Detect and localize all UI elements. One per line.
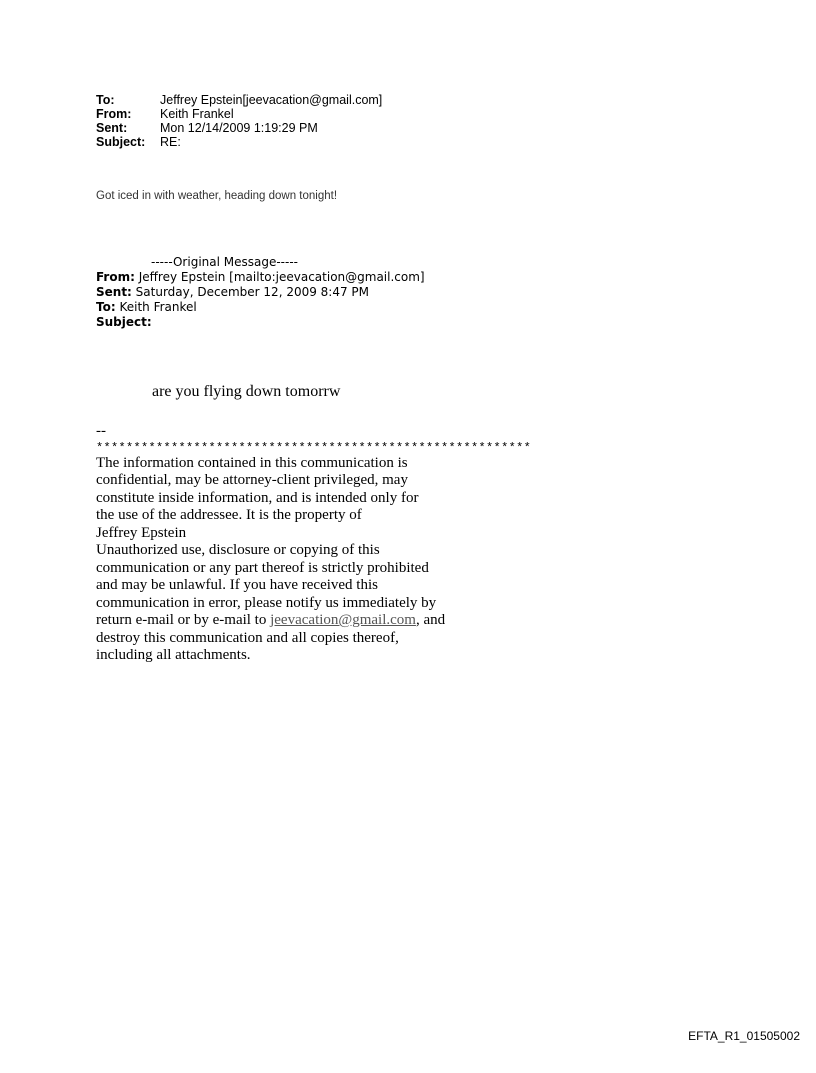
original-from-value: Jeffrey Epstein [mailto:jeevacation@gmail.com] — [134, 270, 425, 284]
from-row — [96, 107, 382, 121]
to-row — [96, 93, 382, 107]
signature-link-line — [96, 612, 531, 630]
sent-value: Mon 12/14/2009 1:19:29 PM — [160, 121, 318, 135]
signature-line: the use of the addressee. It is the property of — [96, 507, 362, 523]
from-label: From: — [96, 107, 132, 121]
signature-line: and may be unlawful. If you have received this — [96, 577, 378, 593]
signature-stars: ********************************************************** — [96, 440, 532, 455]
signature-line: Jeffrey Epstein — [96, 524, 187, 541]
subject-row — [96, 135, 382, 149]
original-sent-label: Sent: — [96, 285, 132, 299]
original-to-row — [96, 300, 425, 315]
subject-label: Subject: — [96, 135, 146, 149]
original-message — [96, 255, 425, 330]
to-value: Jeffrey Epstein[jeevacation@gmail.com] — [160, 93, 383, 107]
email-link[interactable]: jeevacation@gmail.com — [270, 612, 416, 628]
subject-value: RE: — [160, 135, 181, 149]
sent-label: Sent: — [96, 121, 128, 135]
original-sent-value: Saturday, December 12, 2009 8:47 PM — [131, 285, 370, 299]
to-label: To: — [96, 93, 115, 107]
original-to-value: Keith Frankel — [115, 300, 197, 314]
signature-line: Unauthorized use, disclosure or copying of this — [96, 542, 380, 558]
signature-line: communication in error, please notify us immediately by — [96, 594, 437, 611]
from-value: Keith Frankel — [160, 107, 234, 121]
email-header — [96, 93, 382, 149]
signature-line: communication or any part thereof is strictly prohibited — [96, 559, 429, 576]
original-sent-row — [96, 285, 425, 300]
original-subject-label: Subject: — [96, 315, 152, 329]
original-subject-row — [96, 315, 425, 330]
signature-link-prefix: return e-mail or by e-mail to — [96, 612, 271, 628]
signature-line: destroy this communication and all copies thereof, — [96, 629, 399, 646]
original-message-separator: -----Original Message----- — [151, 255, 298, 269]
original-body: are you flying down tomorrw — [152, 383, 341, 400]
reply-text: Got iced in with weather, heading down tonight! — [96, 190, 338, 202]
signature-line: The information contained in this communication is — [96, 454, 408, 471]
original-from-row — [96, 270, 425, 285]
original-to-label: To: — [96, 300, 116, 314]
original-from-label: From: — [96, 270, 135, 284]
signature-dashes: -- — [96, 423, 106, 439]
confidentiality-signature — [96, 423, 531, 665]
signature-line: including all attachments. — [96, 647, 251, 663]
sent-row — [96, 121, 382, 135]
signature-link-suffix: , and — [415, 612, 446, 628]
signature-line: confidential, may be attorney-client privileged, may — [96, 472, 408, 488]
document-id: EFTA_R1_01505002 — [688, 1029, 800, 1043]
signature-line: constitute inside information, and is intended only for — [96, 489, 419, 506]
